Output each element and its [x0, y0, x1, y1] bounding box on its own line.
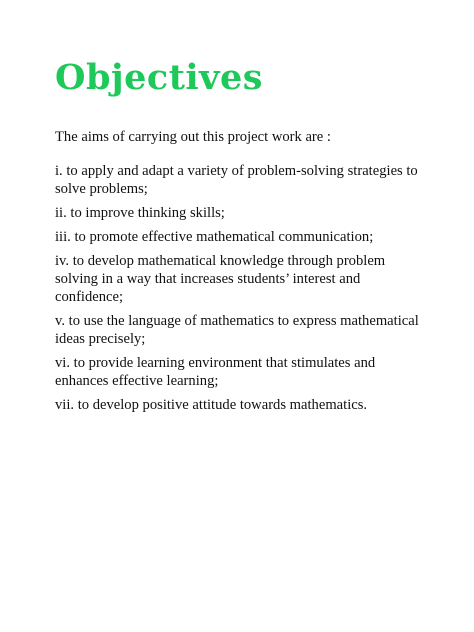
aim-item-1: i. to apply and adapt a variety of problem-solving strategies to solve problems; — [55, 163, 418, 197]
page-title: Objectives — [55, 57, 263, 98]
intro-text: The aims of carrying out this project work are : — [55, 129, 331, 145]
aim-item-6: vi. to provide learning environment that stimulates and enhances effective learning; — [55, 355, 376, 389]
aim-item-4: iv. to develop mathematical knowledge through problem solving in a way that increases students’ interest and confidence; — [55, 253, 386, 305]
aim-item-2: ii. to improve thinking skills; — [55, 205, 225, 221]
aim-item-3: iii. to promote effective mathematical communication; — [55, 229, 374, 245]
aim-item-7: vii. to develop positive attitude towards mathematics. — [55, 397, 368, 413]
aim-item-5: v. to use the language of mathematics to express mathematical ideas precisely; — [55, 313, 419, 347]
aims-list — [55, 162, 430, 420]
